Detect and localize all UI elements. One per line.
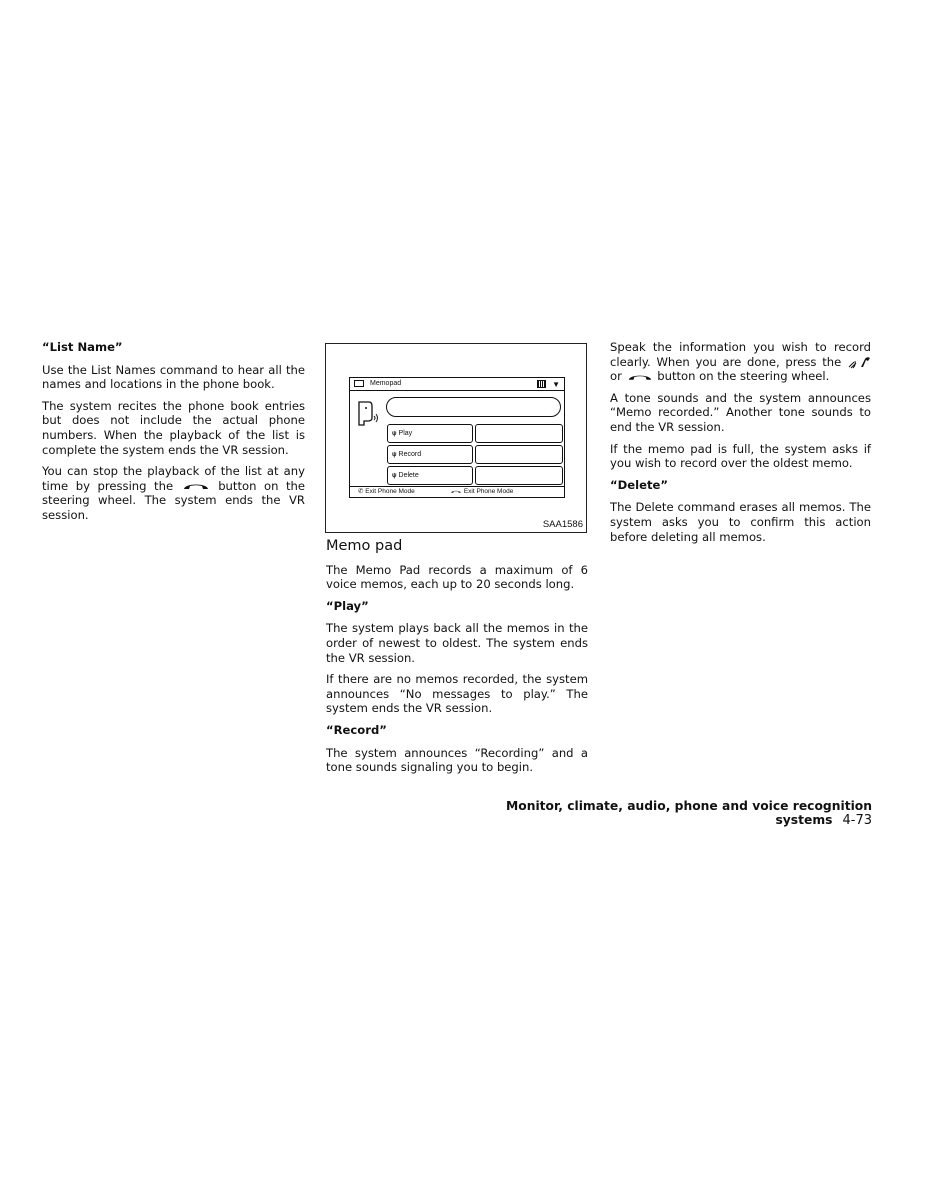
paragraph: If there are no memos recorded, the system announces “No messages to play.” The system ends the VR session.: [326, 672, 588, 716]
memopad-screen: [349, 377, 565, 498]
paragraph: The system plays back all the memos in the order of newest to oldest. The system ends the VR session.: [326, 621, 588, 665]
empty-button[interactable]: [475, 424, 563, 443]
memopad-figure: [325, 343, 587, 533]
record-button[interactable]: ψ Record: [387, 445, 473, 464]
section-title: Memo pad: [326, 538, 403, 554]
delete-heading: “Delete”: [610, 477, 668, 492]
exit-phone-mode-right: Exit Phone Mode: [463, 488, 514, 495]
record-heading: “Record”: [326, 722, 387, 737]
signal-icon: ▼: [552, 380, 560, 389]
empty-button[interactable]: [475, 445, 563, 464]
hang-up-icon: [181, 481, 211, 491]
empty-button[interactable]: [475, 466, 563, 485]
paragraph: If the memo pad is full, the system asks if you wish to record over the oldest memo.: [610, 441, 871, 471]
paragraph: You can stop the playback of the list at any time by pressing the button on the steering wheel. The system ends the VR session.: [42, 464, 305, 522]
hang-up-icon: [450, 489, 462, 494]
middle-column: [326, 539, 588, 782]
hang-up-icon: [626, 372, 654, 382]
paragraph: Speak the information you wish to record clearly. When you are done, press the or button on the steering wheel.: [610, 340, 871, 384]
page-number: 4-73: [842, 813, 872, 828]
paragraph: The Memo Pad records a maximum of 6 voice memos, each up to 20 seconds long.: [326, 562, 588, 592]
talk-button-icon: ✆: [358, 488, 364, 495]
left-column: [42, 340, 305, 530]
voice-icon: ψ: [392, 473, 397, 479]
voice-icon: ψ: [392, 431, 397, 437]
speech-bubble: [386, 397, 561, 417]
play-heading: “Play”: [326, 598, 369, 613]
figure-code: SAA1586: [542, 519, 583, 530]
play-button[interactable]: ψ Play: [387, 424, 473, 443]
right-column: [610, 340, 871, 551]
paragraph: The system recites the phone book entries but does not include the actual phone numbers. When the playback of the list is complete the system ends the VR session.: [42, 398, 305, 457]
phone-screen-icon: [354, 380, 364, 387]
paragraph: A tone sounds and the system announces “Memo recorded.” Another tone sounds to end the VR session.: [610, 390, 871, 434]
screen-top-bar: [350, 378, 564, 391]
paragraph: The Delete command erases all memos. The system asks you to confirm this action before deleting all memos.: [610, 500, 871, 544]
screen-bottom-bar: [350, 486, 564, 497]
paragraph: The system announces “Recording” and a tone sounds signaling you to begin.: [326, 745, 588, 775]
speaking-head-icon: [355, 398, 379, 428]
voice-icon: ψ: [392, 452, 397, 458]
exit-phone-mode-left: Exit Phone Mode: [365, 488, 415, 495]
delete-button[interactable]: ψ Delete: [387, 466, 473, 485]
paragraph: Use the List Names command to hear all the names and locations in the phone book.: [42, 362, 305, 392]
battery-icon: [537, 380, 546, 388]
list-name-heading: “List Name”: [42, 340, 123, 354]
screen-title: Memopad: [370, 380, 402, 387]
footer-section-title: Monitor, climate, audio, phone and voice recognition systems: [506, 799, 872, 827]
talk-button-icon: [847, 355, 871, 369]
page-footer: [440, 799, 872, 828]
